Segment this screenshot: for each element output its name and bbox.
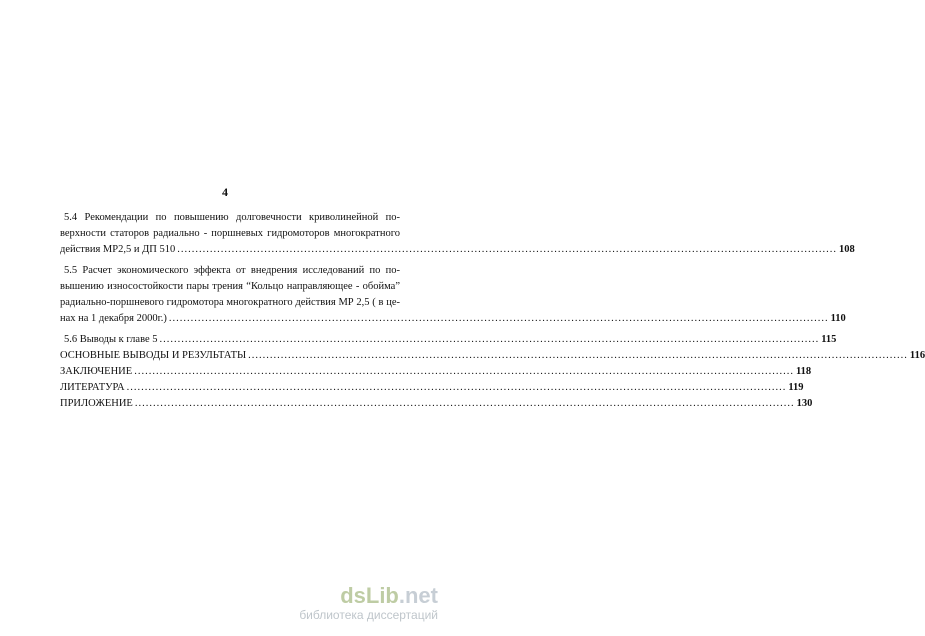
toc-page-number: 116: [909, 350, 925, 361]
toc-entry-conclusion-line: [60, 364, 812, 380]
toc-page-number: 119: [788, 382, 804, 393]
toc-entry-5-4-line-1: 5.4 Рекомендации по повышению долговечности криволинейной по-: [64, 212, 400, 223]
toc-entry-appendix-line: [60, 396, 813, 412]
toc-entry-5-5-line-4: нах на 1 декабря 2000г.): [60, 313, 167, 324]
table-of-contents: [60, 210, 925, 412]
toc-entry-5-4-last-line: [60, 242, 855, 258]
toc-leader-dots: ......................................................................................................................................................................................: [134, 398, 795, 409]
toc-page-number: 108: [838, 244, 855, 255]
toc-entry-main-conclusions-text: ОСНОВНЫЕ ВЫВОДЫ И РЕЗУЛЬТАТЫ: [60, 350, 247, 361]
toc-page-number: 130: [796, 398, 813, 409]
toc-leader-dots: ......................................................................................................................................................................................: [248, 350, 908, 361]
toc-page-number: 118: [795, 366, 812, 377]
toc-entry-5-4-line-2: верхности статоров радиально - поршневых гидромоторов многократного: [60, 228, 400, 239]
page-number: 4: [222, 185, 228, 199]
toc-leader-dots: ......................................................................................................................................................................................: [159, 334, 820, 345]
toc-leader-dots: ......................................................................................................................................................................................: [168, 313, 829, 324]
toc-entry-5-6: [60, 332, 837, 348]
watermark-subtitle: библиотека диссертаций: [299, 608, 438, 622]
toc-entry-appendix: [60, 396, 813, 412]
toc-entry-literature: [60, 380, 804, 396]
toc-leader-dots: ......................................................................................................................................................................................: [134, 366, 794, 377]
watermark-logo-part1: dsLib: [340, 583, 399, 608]
toc-entry-5-5: [60, 263, 846, 327]
toc-entry-5-6-line: [60, 332, 837, 348]
watermark-logo-part2: .net: [398, 583, 438, 608]
toc-entry-5-5-last-line: [60, 311, 846, 327]
toc-entry-conclusion-text: ЗАКЛЮЧЕНИЕ: [60, 366, 133, 377]
toc-entry-literature-text: ЛИТЕРАТУРА: [60, 382, 125, 393]
toc-entry-5-5-line-1: 5.5 Расчет экономического эффекта от внедрения исследований по по-: [64, 265, 400, 276]
toc-entry-5-5-line-2: вышению износостойкости пары трения “Кольцо направляющее - обойма”: [60, 281, 400, 292]
toc-entry-5-5-line-3: радиально-поршневого гидромотора многократного действия МР 2,5 ( в це-: [60, 297, 400, 308]
toc-entry-main-conclusions-line: [60, 348, 925, 364]
toc-entry-literature-line: [60, 380, 804, 396]
toc-entry-5-4-line-3: действия МР2,5 и ДП 510: [60, 244, 176, 255]
toc-entry-5-6-text: 5.6 Выводы к главе 5: [64, 334, 158, 345]
toc-entry-conclusion: [60, 364, 812, 380]
toc-page-number: 115: [821, 334, 837, 345]
toc-entry-5-4: [60, 210, 855, 258]
toc-leader-dots: ......................................................................................................................................................................................: [126, 382, 787, 393]
watermark-logo: [299, 585, 438, 607]
toc-entry-appendix-text: ПРИЛОЖЕНИЕ: [60, 398, 133, 409]
watermark: [299, 585, 438, 622]
toc-page-number: 110: [830, 313, 846, 324]
toc-entry-main-conclusions: [60, 348, 925, 364]
toc-leader-dots: ......................................................................................................................................................................................: [177, 244, 837, 255]
